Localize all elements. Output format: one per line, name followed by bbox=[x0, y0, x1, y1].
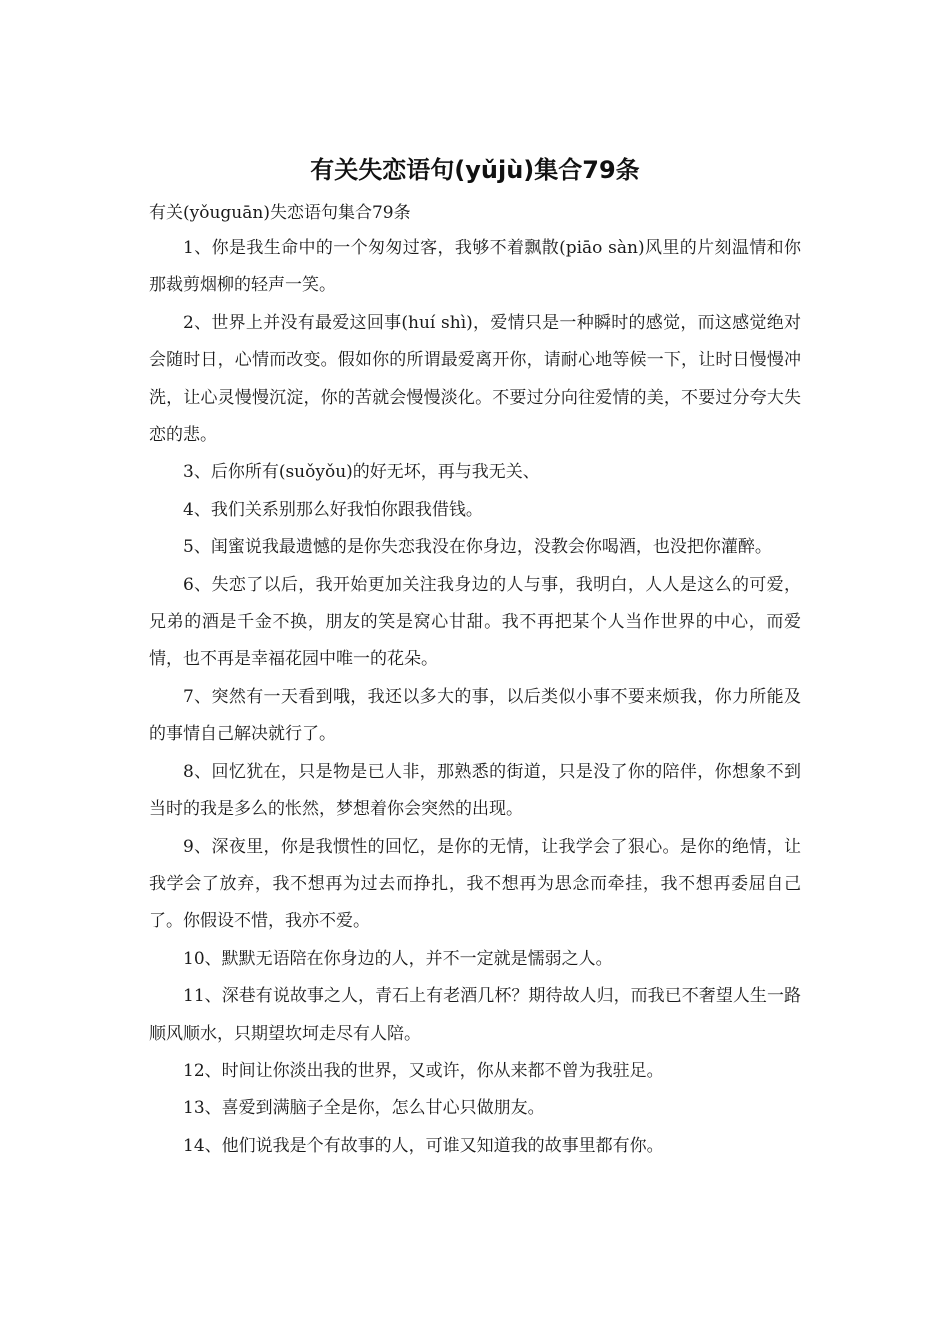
paragraph-3: 3、后你所有(suǒyǒu)的好无坏，再与我无关、 bbox=[183, 462, 540, 483]
paragraph-5: 5、闺蜜说我最遗憾的是你失恋我没在你身边，没教会你喝酒，也没把你灌醉。 bbox=[183, 537, 772, 558]
paragraph-10: 10、默默无语陪在你身边的人，并不一定就是懦弱之人。 bbox=[183, 948, 613, 969]
paragraph-8: 8、回忆犹在，只是物是已人非，那熟悉的街道，只是没了你的陪伴，你想象不到当时的我是多么的怅然，梦想着你会突然的出现。 bbox=[149, 761, 801, 820]
paragraph-7: 7、突然有一天看到哦，我还以多大的事，以后类似小事不要来烦我，你力所能及的事情自己解决就行了。 bbox=[149, 686, 801, 745]
document-subtitle: 有关(yǒuguān)失恋语句集合79条 bbox=[149, 203, 411, 223]
paragraph-1: 1、你是我生命中的一个匆匆过客，我够不着飘散(piāo sàn)风里的片刻温情和你那裁剪烟柳的轻声一笑。 bbox=[149, 238, 801, 296]
paragraph-9: 9、深夜里，你是我惯性的回忆，是你的无情，让我学会了狠心。是你的绝情，让我学会了放弃，我不想再为过去而挣扎，我不想再为思念而牵挂，我不想再委屈自己了。你假设不惜，我亦不爱。 bbox=[149, 836, 801, 932]
paragraph-6: 6、失恋了以后，我开始更加关注我身边的人与事，我明白，人人是这么的可爱，兄弟的酒是千金不换，朋友的笑是窝心甘甜。我不再把某个人当作世界的中心，而爱情，也不再是幸福花园中唯一的花朵。 bbox=[149, 574, 801, 670]
paragraph-12: 12、时间让你淡出我的世界，又或许，你从来都不曾为我驻足。 bbox=[183, 1060, 664, 1081]
paragraph-14: 14、他们说我是个有故事的人，可谁又知道我的故事里都有你。 bbox=[183, 1135, 664, 1156]
paragraph-2: 2、世界上并没有最爱这回事(huí shì)，爱情只是一种瞬时的感觉，而这感觉绝对会随时日，心情而改变。假如你的所谓最爱离开你，请耐心地等候一下，让时日慢慢冲洗，让心灵慢慢沉淀，你的苦就会慢慢淡化。不要过分向往爱情的美，不要过分夸大失恋的悲。 bbox=[149, 312, 801, 446]
paragraph-13: 13、喜爱到满脑子全是你，怎么甘心只做朋友。 bbox=[183, 1098, 545, 1119]
paragraph-11: 11、深巷有说故事之人，青石上有老酒几杯？期待故人归，而我已不奢望人生一路顺风顺水，只期望坎坷走尽有人陪。 bbox=[149, 986, 801, 1044]
paragraph-4: 4、我们关系别那么好我怕你跟我借钱。 bbox=[183, 499, 483, 520]
document-body bbox=[149, 230, 801, 1165]
document-title: 有关失恋语句(yǔjù)集合79条 bbox=[310, 156, 640, 184]
